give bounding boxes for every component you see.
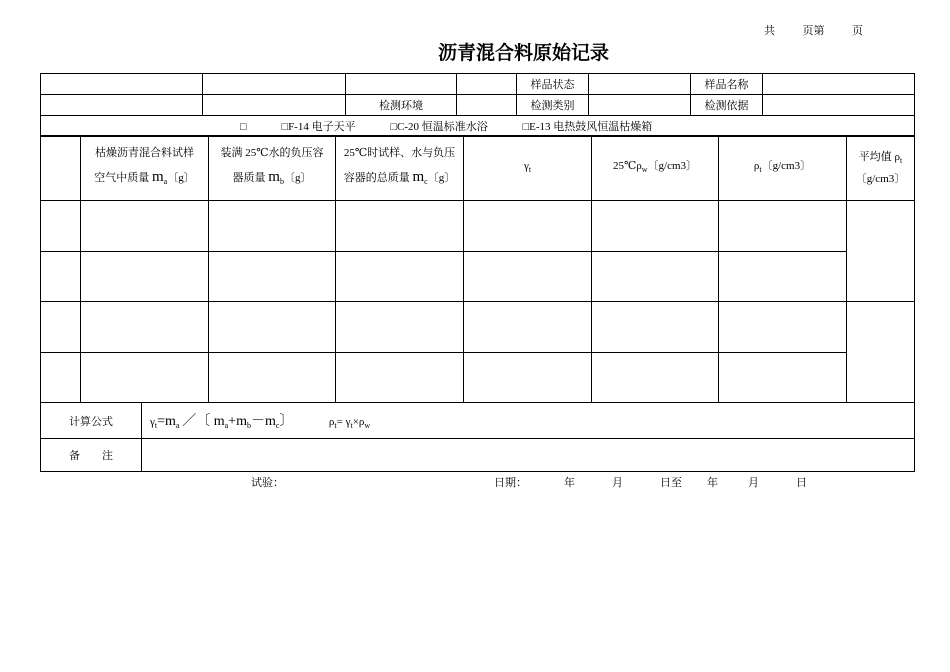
checkbox-icon[interactable]: □: [281, 121, 289, 133]
date-year-1: 年: [564, 477, 575, 489]
column-header-gamma: $\gamma_t$: [464, 136, 592, 201]
table-cell[interactable]: [81, 302, 209, 353]
table-cell[interactable]: [464, 201, 592, 252]
sample-state-label: 样品状态: [517, 74, 589, 95]
formula-label: 计算公式: [41, 403, 142, 439]
table-cell[interactable]: [41, 251, 81, 302]
formula-table: [40, 402, 915, 472]
checkbox-icon[interactable]: □: [522, 121, 530, 133]
date-month-1: 月: [612, 477, 623, 489]
table-cell[interactable]: [464, 352, 592, 403]
average-cell[interactable]: [847, 302, 915, 403]
header-cell[interactable]: [41, 95, 203, 116]
table-cell[interactable]: [336, 302, 464, 353]
table-cell[interactable]: [41, 302, 81, 353]
page-total-label: 共: [764, 25, 775, 37]
header-cell[interactable]: [41, 74, 203, 95]
formula-text: $\gamma_t=m_a$ ／〔 $m_a+m_b-m_c$〕 $\rho_t= \gamma_t\times\rho_w$: [142, 403, 915, 439]
equipment-option[interactable]: □F-14 电子天平: [281, 121, 356, 133]
table-cell[interactable]: [592, 352, 719, 403]
sample-name-field[interactable]: [763, 74, 915, 95]
date-day-2: 日: [796, 477, 807, 489]
column-header-mb: 装满 25℃水的负压容 器质量 $m_b$〔g〕: [209, 136, 336, 201]
page-number-label: 页第: [802, 25, 825, 37]
header-cell[interactable]: [203, 74, 346, 95]
table-cell[interactable]: [209, 201, 336, 252]
checkbox-icon[interactable]: □: [390, 121, 397, 133]
tester-label: 试验：: [251, 477, 284, 489]
table-cell[interactable]: [336, 352, 464, 403]
test-basis-field[interactable]: [763, 95, 915, 116]
column-header-average: 平均值 $\rho_t$ 〔g/cm3〕: [847, 136, 915, 201]
column-header-ma: 枯燥沥青混合料试样 空气中质量 $m_a$〔g〕: [81, 136, 209, 201]
table-cell[interactable]: [592, 302, 719, 353]
equipment-option[interactable]: □E-13 电热鼓风恒温枯燥箱: [522, 121, 653, 133]
document-title: 沥青混合料原始记录: [437, 42, 609, 64]
table-cell[interactable]: [464, 302, 592, 353]
average-cell[interactable]: [847, 201, 915, 302]
date-day-to: 日至: [660, 477, 682, 489]
equipment-option[interactable]: [240, 121, 263, 133]
table-cell[interactable]: [41, 352, 81, 403]
table-cell[interactable]: [41, 201, 81, 252]
table-cell[interactable]: [81, 251, 209, 302]
table-cell[interactable]: [209, 352, 336, 403]
table-cell[interactable]: [719, 201, 847, 252]
table-cell[interactable]: [81, 352, 209, 403]
table-cell[interactable]: [336, 251, 464, 302]
test-env-label: 检测环境: [346, 95, 457, 116]
date-month-2: 月: [748, 477, 759, 489]
header-cell[interactable]: [346, 74, 457, 95]
date-year-2: 年: [707, 477, 718, 489]
data-table: [40, 135, 915, 403]
header-cell[interactable]: [203, 95, 346, 116]
table-cell[interactable]: [719, 352, 847, 403]
page-end-label: 页: [852, 25, 863, 37]
date-label: 日期：: [494, 477, 527, 489]
index-header: [41, 136, 81, 201]
checkbox-icon[interactable]: □: [240, 121, 247, 133]
header-cell[interactable]: [457, 74, 517, 95]
table-cell[interactable]: [719, 251, 847, 302]
table-cell[interactable]: [209, 302, 336, 353]
column-header-rho-w: $25℃\rho_w$〔g/cm3〕: [592, 136, 719, 201]
equipment-option[interactable]: □C-20 恒温标准水浴: [390, 121, 488, 133]
table-cell[interactable]: [464, 251, 592, 302]
sample-name-label: 样品名称: [691, 74, 763, 95]
table-cell[interactable]: [209, 251, 336, 302]
test-basis-label: 检测依据: [691, 95, 763, 116]
table-cell[interactable]: [81, 201, 209, 252]
header-table: [40, 73, 915, 137]
table-cell[interactable]: [592, 201, 719, 252]
column-header-rho-t: $\rho_t$〔g/cm3〕: [719, 136, 847, 201]
test-env-field[interactable]: [457, 95, 517, 116]
table-cell[interactable]: [336, 201, 464, 252]
table-cell[interactable]: [592, 251, 719, 302]
sample-state-field[interactable]: [589, 74, 691, 95]
equipment-row: [41, 116, 915, 137]
test-type-label: 检测类别: [517, 95, 589, 116]
remark-field[interactable]: [142, 439, 915, 472]
table-cell[interactable]: [719, 302, 847, 353]
test-type-field[interactable]: [589, 95, 691, 116]
remark-label: 备 注: [41, 439, 142, 472]
column-header-mc: 25℃时试样、水与负压 容器的总质量 $m_c$〔g〕: [336, 136, 464, 201]
page-counter: [764, 22, 863, 38]
